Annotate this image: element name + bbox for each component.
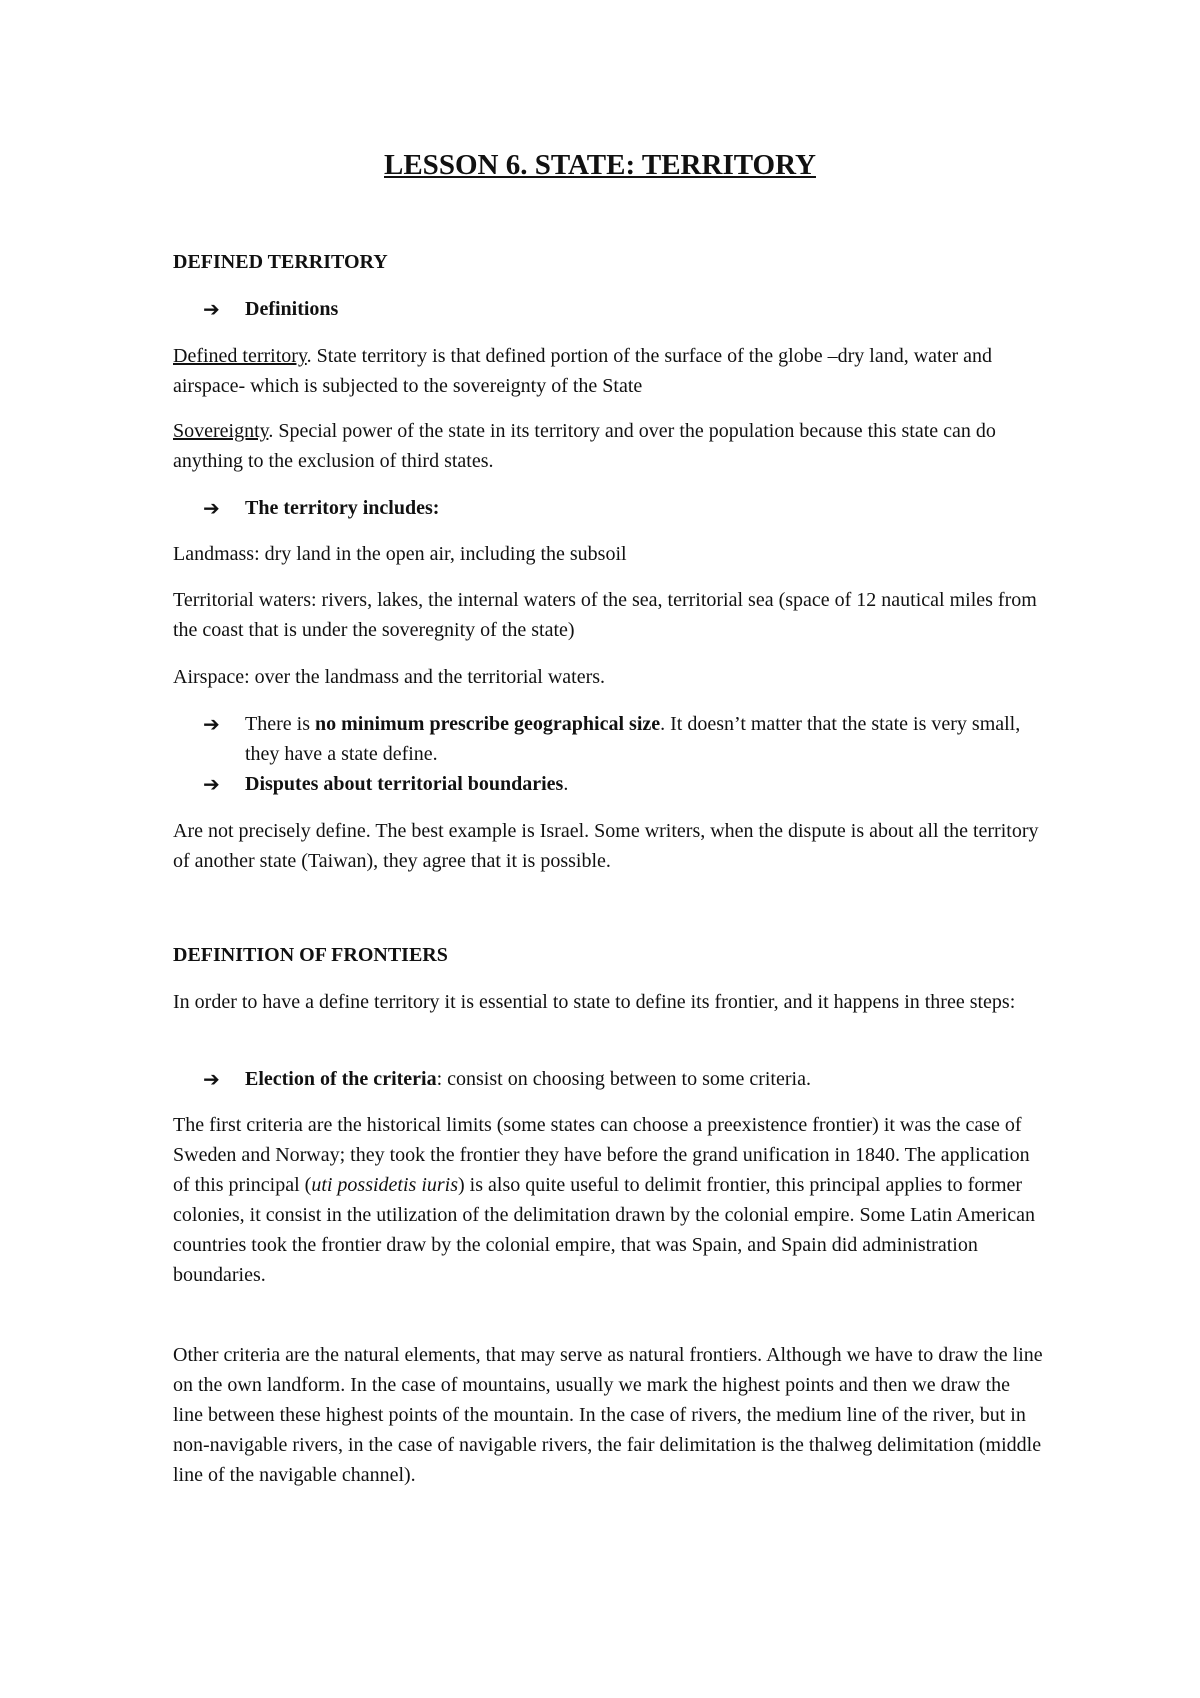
term-sovereignty: Sovereignty — [173, 420, 269, 442]
arrow-right-icon: ➔ — [203, 712, 220, 736]
paragraph-natural-elements: Other criteria are the natural elements, that may serve as natural frontiers. Although we have to draw the line on the own landform. In the case of mountains, usually we mark the highest points and then we draw the line between these highest points of the mountain. In the case of rivers, the medium line of the river, but in non-navigable rivers, in the case of navigable rivers, the fair delimitation is the thalweg delimitation (middle line of the navigable channel). — [173, 1344, 1043, 1486]
bullet-text: Definitions — [245, 298, 339, 320]
paragraph-defined-territory — [173, 341, 1043, 401]
term-defined-territory: Defined territory — [173, 345, 307, 367]
arrow-right-icon: ➔ — [203, 1067, 220, 1091]
paragraph-airspace: Airspace: over the landmass and the territorial waters. — [173, 666, 606, 688]
paragraph-disputes: Are not precisely define. The best example is Israel. Some writers, when the dispute is about all the territory of another state (Taiwan), they agree that it is possible. — [173, 820, 1039, 872]
bullet-disputes — [203, 769, 1033, 800]
definition-text: . Special power of the state in its territory and over the population because this state can do anything to the exclusion of third states. — [173, 420, 996, 472]
bullet-minimum-size — [203, 709, 1033, 765]
section-heading-defined-territory: DEFINED TERRITORY — [173, 251, 388, 273]
bullet-territory-includes — [203, 493, 1033, 524]
arrow-right-icon: ➔ — [203, 772, 220, 796]
paragraph-sovereignty — [173, 416, 1043, 476]
bullet-text: There is no minimum prescribe geographical size. It doesn’t matter that the state is very small, they have a state define. — [245, 713, 1021, 765]
paragraph-historical-limits: The first criteria are the historical limits (some states can choose a preexistence frontier) it was the case of Sweden and Norway; they took the frontier they have before the grand unification in 1840. The application of this principal (uti possidetis iuris) is also quite useful to delimit frontier, this principal applies to former colonies, it consist in the utilization of the delimitation drawn by the colonial empire. Some Latin American countries took the frontier draw by the colonial empire, that was Spain, and Spain did administration boundaries. — [173, 1114, 1036, 1286]
paragraph-landmass: Landmass: dry land in the open air, including the subsoil — [173, 543, 627, 565]
bullet-text: Disputes about territorial boundaries. — [245, 773, 569, 795]
paragraph-frontiers-intro: In order to have a define territory it is essential to state to define its frontier, and it happens in three steps: — [173, 991, 1016, 1013]
paragraph-territorial-waters: Territorial waters: rivers, lakes, the internal waters of the sea, territorial sea (space of 12 nautical miles from the coast that is under the soveregnity of the state) — [173, 589, 1037, 641]
bullet-text: Election of the criteria: consist on choosing between to some criteria. — [245, 1068, 811, 1090]
bullet-election-criteria — [203, 1064, 1033, 1095]
bullet-text: The territory includes: — [245, 497, 440, 519]
arrow-right-icon: ➔ — [203, 297, 220, 321]
arrow-right-icon: ➔ — [203, 496, 220, 520]
bullet-definitions — [203, 294, 1033, 325]
page-title: LESSON 6. STATE: TERRITORY — [384, 149, 816, 181]
section-heading-frontiers: DEFINITION OF FRONTIERS — [173, 944, 448, 966]
definition-text: . State territory is that defined portion of the surface of the globe –dry land, water and airspace- which is subjected to the sovereignty of the State — [173, 345, 992, 397]
